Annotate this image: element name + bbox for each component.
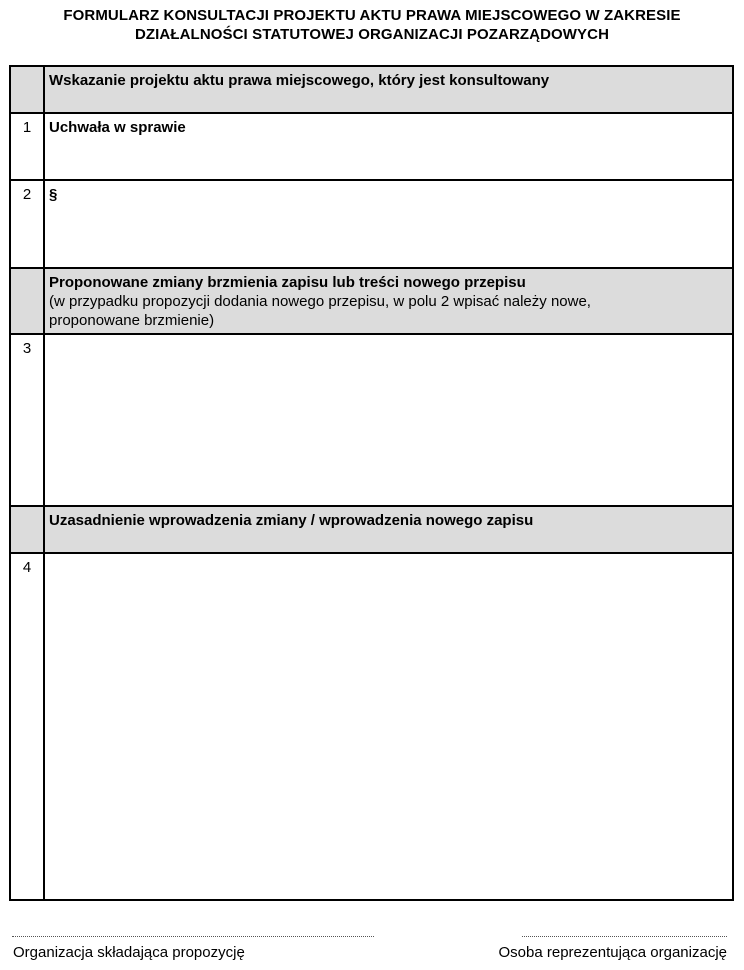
section-header-proposed-changes [11,269,732,335]
section-note-line-1: (w przypadku propozycji dodania nowego przepisu, w polu 2 wpisać należy nowe, [49,293,591,310]
section-header-content [47,269,732,333]
number-cell-empty [11,67,45,112]
number-cell-empty [11,507,45,552]
consultation-form-table [9,65,734,901]
representative-label: Osoba reprezentująca organizację [498,944,727,961]
form-row-4 [11,554,732,899]
organization-signature-line[interactable] [12,936,374,937]
row-number: 2 [11,181,45,267]
form-title [0,6,744,44]
organization-label: Organizacja składająca propozycję [13,944,245,961]
form-row-3 [11,335,732,507]
form-title-line-2: DZIAŁALNOŚCI STATUTOWEJ ORGANIZACJI POZARZĄDOWYCH [134,26,610,43]
row-number: 3 [11,335,45,505]
section-header-label: Wskazanie projektu aktu prawa miejscowego, który jest konsultowany [49,72,550,89]
row-number: 4 [11,554,45,899]
form-title-line-1: FORMULARZ KONSULTACJI PROJEKTU AKTU PRAWA MIEJSCOWEGO W ZAKRESIE [63,7,681,24]
section-header-label: Uzasadnienie wprowadzenia zmiany / wprowadzenia nowego zapisu [49,512,534,529]
number-cell-empty [11,269,45,333]
section-header-justification [11,507,732,554]
justification-field[interactable] [47,554,732,899]
paragraph-field[interactable] [47,181,732,267]
representative-signature-line[interactable] [522,936,727,937]
section-header-label: Proponowane zmiany brzmienia zapisu lub treści nowego przepisu [49,274,526,291]
section-note-line-2: proponowane brzmienie) [49,312,215,329]
form-row-1 [11,114,732,181]
section-header-act-identification [11,67,732,114]
proposed-changes-field[interactable] [47,335,732,505]
row-number: 1 [11,114,45,179]
resolution-field[interactable] [47,114,732,179]
resolution-label: Uchwała w sprawie [49,119,186,136]
form-row-2 [11,181,732,269]
paragraph-sign: § [49,186,58,203]
